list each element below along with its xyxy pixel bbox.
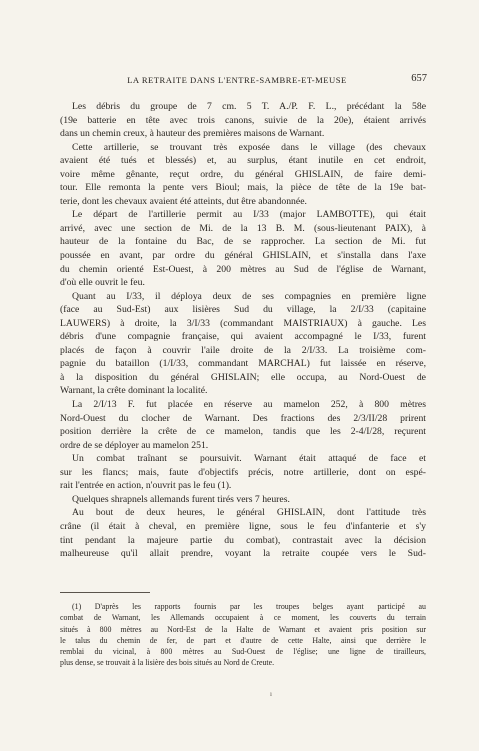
body-line: Un combat traînant se poursuivit. Warnant était attaqué de face et — [72, 453, 426, 465]
body-line: sur les flancs; mais, faute d'objectifs précis, notre artillerie, dont on espé- — [60, 466, 426, 478]
body-line: Les débris du groupe de 7 cm. 5 T. A./P. F. L., précédant la 58e — [72, 101, 426, 112]
body-line: tour. Elle remonta la pente vers Bioul; mais, la pièce de tête de la 19e bat- — [60, 182, 426, 194]
body-line: débris d'une compagnie française, qui avaient accompagné le I/33, furent — [60, 331, 426, 343]
footnote-line: remblai du vicinal, à 800 mètres au Sud-Ouest de l'église; une ligne de tirailleurs, — [60, 647, 426, 657]
footnote-line: situés à 800 mètres au Nord-Est de la Halte de Warnant et avaient pris position sur — [60, 624, 426, 634]
body-line: à la disposition du général GHISLAIN; elle occupa, au Nord-Ouest de — [60, 371, 426, 383]
body-line: Quant au I/33, il déploya deux de ses compagnies en première ligne — [72, 290, 426, 302]
body-line: Le départ de l'artillerie permit au I/33 (major LAMBOTTE), qui était — [72, 209, 426, 221]
body-line: (face au Sud-Est) aux lisières Sud du village, la 2/I/33 (capitaine — [60, 304, 426, 316]
body-line: pagnie du bataillon (1/I/33, commandant MARCHAL) fut laissée en réserve, — [60, 358, 426, 370]
body-line: hauteur de la fontaine du Bac, de se rapprocher. La section de Mi. fut — [60, 236, 426, 248]
footnote-line: (1) D'après les rapports fournis par les troupes belges ayant participé au — [72, 602, 426, 611]
body-line: du chemin orienté Est-Ouest, à 200 mètres au Sud de l'église de Warnant, — [60, 263, 426, 275]
footnote-line: combat de Warnant, les Allemands occupaient à ce moment, les couverts du terrain — [60, 613, 426, 623]
footnote-divider — [60, 592, 150, 593]
body-line: d'où elle ouvrit le feu. — [60, 277, 145, 289]
body-line: Au bout de deux heures, le général GHISLAIN, dont l'attitude très — [72, 507, 426, 519]
body-line: crâne (il était à cheval, en première ligne, sous le feu d'infanterie et s'y — [60, 520, 426, 532]
body-line: Cette artillerie, se trouvant très exposée dans le village (des chevaux — [72, 141, 426, 153]
body-line: Warnant, la crête dominant la localité. — [60, 385, 208, 397]
body-line: dans un chemin creux, à hauteur des premières maisons de Warnant. — [60, 128, 325, 140]
body-line: rait l'entrée en action, n'ouvrit pas le feu (1). — [60, 480, 232, 492]
body-line: avaient été tués et blessés) et, au surplus, étant inutile en cet endroit, — [60, 155, 426, 167]
footnotes — [60, 601, 426, 669]
body-line: voire même gênante, reçut ordre, du général GHISLAIN, de faire demi- — [60, 168, 426, 180]
body-line: position derrière la crête de ce mamelon, tandis que les 2-4/I/28, reçurent — [60, 426, 426, 438]
printer-mark: ı — [270, 690, 272, 698]
body-line: ordre de se déployer au mamelon 251. — [60, 439, 209, 451]
running-head: LA RETRAITE DANS L'ENTRE-SAMBRE-ET-MEUSE — [127, 75, 347, 85]
body-line: tint pendant la majeure partie du combat), contrastait avec la décision — [60, 534, 426, 546]
body-line: placés de façon à couvrir l'aile droite de la 2/I/33. La troisième com- — [60, 344, 426, 356]
body-line: (19e batterie en tête avec trois canons, suivie de la 20e), étaient arrivés — [60, 114, 426, 126]
body-line: arrivé, avec une section de Mi. de la 13 B. M. (sous-lieutenant PAIX), à — [60, 222, 426, 234]
body-line: poussée en avant, par ordre du général GHISLAIN, et s'installa dans l'axe — [60, 250, 426, 262]
body-text — [60, 100, 426, 561]
body-line: Nord-Ouest du clocher de Warnant. Des fractions des 2/3/II/28 prirent — [60, 412, 426, 424]
footnote-line: plus dense, se trouvait à la lisière des bois situés au Nord de Creute. — [60, 658, 275, 668]
body-line: Quelques shrapnels allemands furent tirés vers 7 heures. — [72, 493, 290, 505]
body-line: terie, dont les chevaux avaient été atteints, dut être abandonnée. — [60, 195, 307, 207]
body-line: La 2/I/13 F. fut placée en réserve au mamelon 252, à 800 mètres — [72, 399, 426, 411]
body-line: LAUWERS) à droite, la 3/I/33 (commandant MAISTRIAUX) à gauche. Les — [60, 317, 426, 329]
body-line: malheureuse qu'il allait prendre, voyant la retraite coupée vers le Sud- — [60, 548, 426, 560]
footnote-line: le talus du chemin de fer, de part et d'autre de cette Halte, ainsi que derrière le — [60, 635, 426, 645]
page-number: 657 — [411, 73, 427, 84]
